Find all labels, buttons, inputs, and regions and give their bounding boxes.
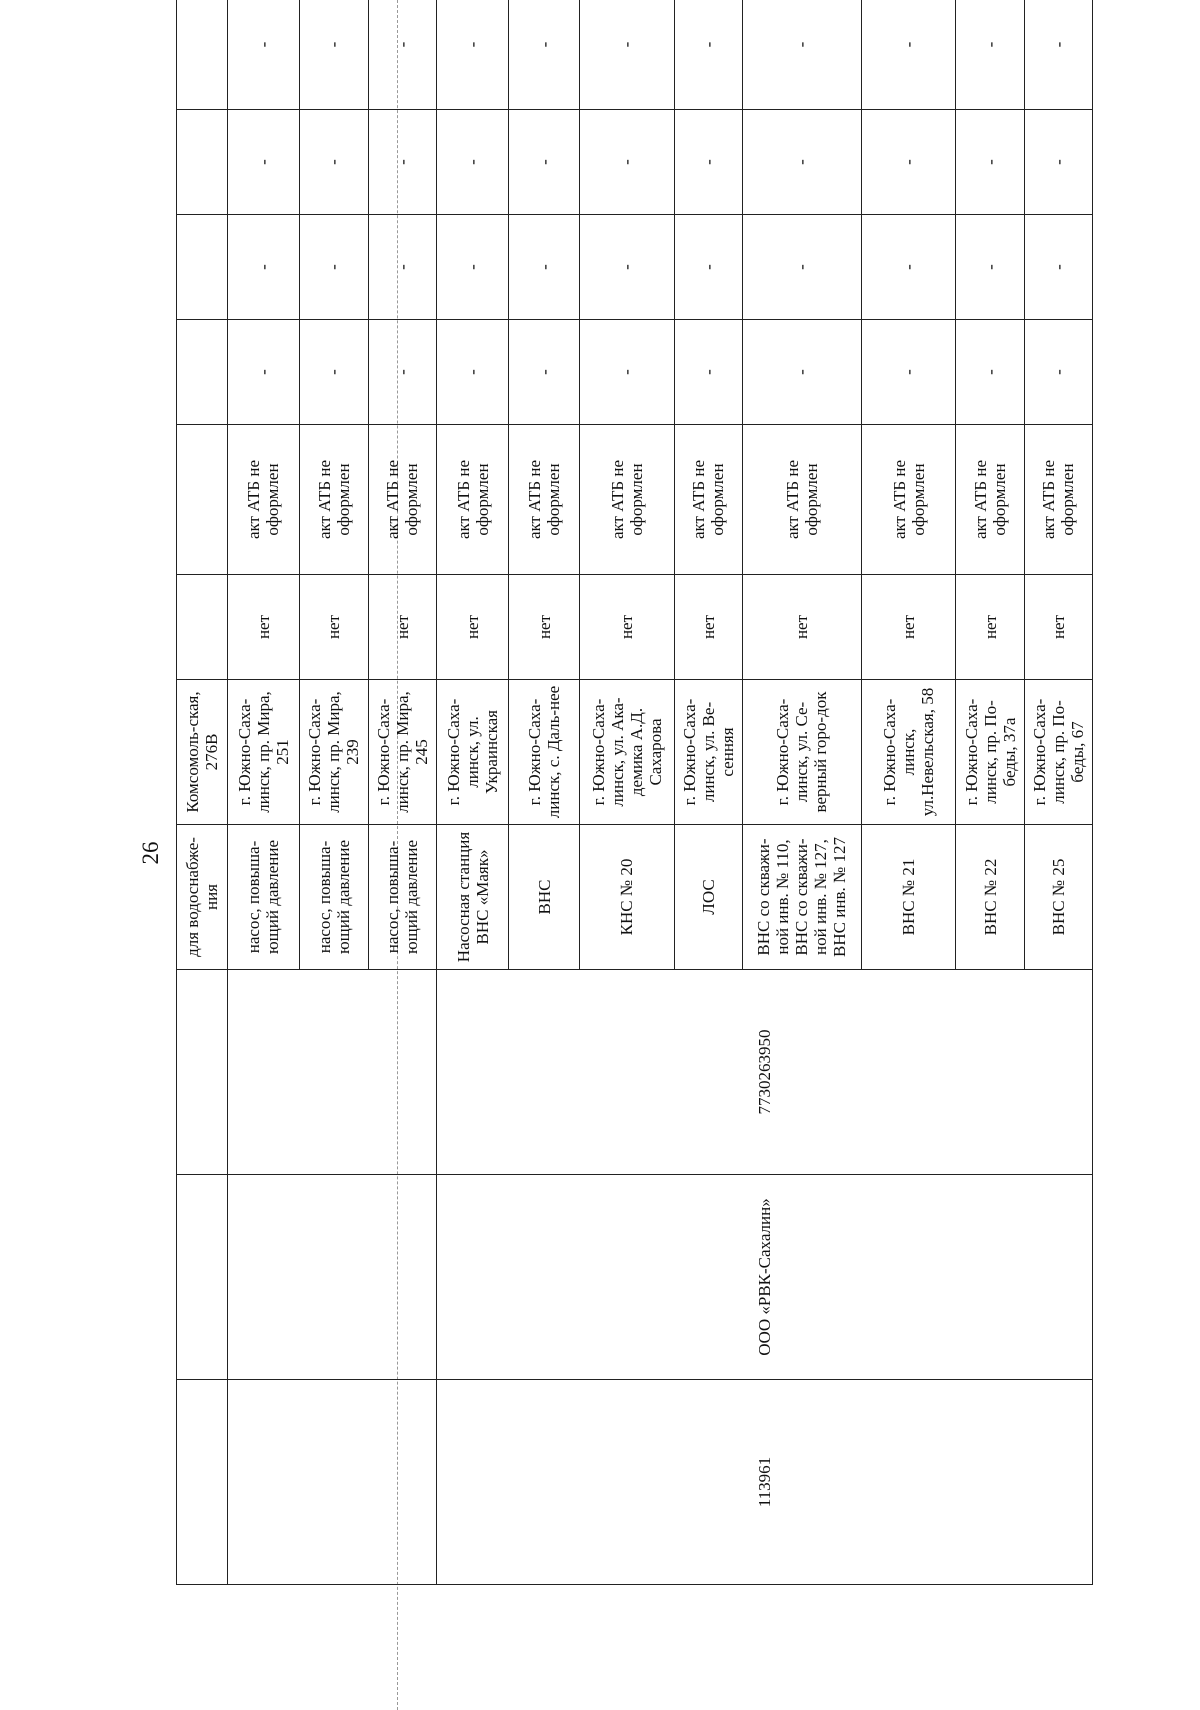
dash-cell: - xyxy=(1024,320,1092,425)
dash-cell: - xyxy=(861,0,956,110)
dash-cell: - xyxy=(579,110,674,215)
dash-cell: - xyxy=(368,110,436,215)
cell xyxy=(177,320,228,425)
dash-cell: - xyxy=(1024,110,1092,215)
object-cell: насос, повыша-ющий давление xyxy=(300,825,368,970)
dash-cell: - xyxy=(368,320,436,425)
security-status-cell: нет xyxy=(861,575,956,680)
dash-cell: - xyxy=(368,215,436,320)
dash-cell: - xyxy=(861,215,956,320)
dash-cell: - xyxy=(579,0,674,110)
dash-cell: - xyxy=(956,0,1024,110)
address-cell: г. Южно-Саха-линск, ул. Украинская xyxy=(436,680,509,825)
dash-cell: - xyxy=(436,110,509,215)
dash-cell: - xyxy=(227,320,300,425)
act-status-cell: акт АТБ не оформлен xyxy=(509,425,579,575)
cell xyxy=(177,575,228,680)
dash-cell: - xyxy=(436,215,509,320)
dash-cell: - xyxy=(509,0,579,110)
act-status-cell: акт АТБ не оформлен xyxy=(368,425,436,575)
table-row xyxy=(227,0,300,1585)
act-status-cell: акт АТБ не оформлен xyxy=(579,425,674,575)
dash-cell: - xyxy=(956,110,1024,215)
address-cell: г. Южно-Саха-линск, пр. По-беды, 67 xyxy=(1024,680,1092,825)
registry-table xyxy=(176,0,1093,1585)
security-status-cell: нет xyxy=(956,575,1024,680)
dash-cell: - xyxy=(300,0,368,110)
security-status-cell: нет xyxy=(742,575,861,680)
page-number: 26 xyxy=(138,841,163,865)
address-cell: г. Южно-Саха-линск, ул. Ве-сенняя xyxy=(674,680,742,825)
registry-id-cell: 113961 xyxy=(436,1380,1092,1585)
address-cell: г. Южно-Саха-линск, пр. По-беды, 37а xyxy=(956,680,1024,825)
object-cell: ВНС № 25 xyxy=(1024,825,1092,970)
object-cell: КНС № 20 xyxy=(579,825,674,970)
dash-cell: - xyxy=(300,110,368,215)
address-cell: г. Южно-Саха-линск, ул. Ака-демика А.Д. Сахарова xyxy=(579,680,674,825)
act-status-cell: акт АТБ не оформлен xyxy=(861,425,956,575)
dash-cell: - xyxy=(509,215,579,320)
organization-name-cell: ООО «РВК-Сахалин» xyxy=(436,1175,1092,1380)
act-status-cell: акт АТБ не оформлен xyxy=(742,425,861,575)
address-cell: г. Южно-Саха-линск, пр. Мира, 245 xyxy=(368,680,436,825)
object-cell: насос, повыша-ющий давление xyxy=(368,825,436,970)
security-status-cell: нет xyxy=(579,575,674,680)
object-cell: для водоснабже-ния xyxy=(177,825,228,970)
id-cell xyxy=(227,1380,436,1585)
dash-cell: - xyxy=(956,215,1024,320)
object-cell: ВНС xyxy=(509,825,579,970)
security-status-cell: нет xyxy=(368,575,436,680)
act-status-cell: акт АТБ не оформлен xyxy=(1024,425,1092,575)
object-cell: ЛОС xyxy=(674,825,742,970)
address-cell: г. Южно-Саха-линск, пр. Мира, 239 xyxy=(300,680,368,825)
org-cell xyxy=(177,1175,228,1380)
table-row-header xyxy=(177,0,228,1585)
id-cell xyxy=(177,1380,228,1585)
dash-cell: - xyxy=(579,215,674,320)
object-cell: насос, повыша-ющий давление xyxy=(227,825,300,970)
org-cell xyxy=(227,1175,436,1380)
address-cell: г. Южно-Саха-линск, ул. Се-верный горо-док xyxy=(742,680,861,825)
cell xyxy=(177,215,228,320)
object-cell: ВНС № 22 xyxy=(956,825,1024,970)
cell xyxy=(177,0,228,110)
address-cell: г. Южно-Саха-линск, с. Даль-нее xyxy=(509,680,579,825)
dash-cell: - xyxy=(742,110,861,215)
dash-cell: - xyxy=(368,0,436,110)
security-status-cell: нет xyxy=(509,575,579,680)
cell xyxy=(177,425,228,575)
act-status-cell: акт АТБ не оформлен xyxy=(300,425,368,575)
dash-cell: - xyxy=(674,0,742,110)
security-status-cell: нет xyxy=(674,575,742,680)
dash-cell: - xyxy=(1024,0,1092,110)
address-cell: г. Южно-Саха-линск, ул.Невельская, 58 xyxy=(861,680,956,825)
security-status-cell: нет xyxy=(1024,575,1092,680)
dash-cell: - xyxy=(674,215,742,320)
registry-table-wrapper xyxy=(176,41,1093,1585)
dash-cell: - xyxy=(579,320,674,425)
table-row xyxy=(436,0,509,1585)
act-status-cell: акт АТБ не оформлен xyxy=(436,425,509,575)
address-cell: Комсомоль-ская, 276В xyxy=(177,680,228,825)
dash-cell: - xyxy=(674,110,742,215)
dash-cell: - xyxy=(956,320,1024,425)
address-cell: г. Южно-Саха-линск, пр. Мира, 251 xyxy=(227,680,300,825)
act-status-cell: акт АТБ не оформлен xyxy=(674,425,742,575)
cell xyxy=(177,110,228,215)
dash-cell: - xyxy=(509,110,579,215)
dash-cell: - xyxy=(227,110,300,215)
dash-cell: - xyxy=(300,320,368,425)
object-cell: ВНС со скважи-ной инв. № 110, ВНС со скважи-ной инв. № 127, ВНС инв. № 127 xyxy=(742,825,861,970)
object-cell: ВНС № 21 xyxy=(861,825,956,970)
dash-cell: - xyxy=(300,215,368,320)
act-status-cell: акт АТБ не оформлен xyxy=(956,425,1024,575)
security-status-cell: нет xyxy=(436,575,509,680)
inn-cell xyxy=(227,970,436,1175)
dash-cell: - xyxy=(509,320,579,425)
dash-cell: - xyxy=(436,0,509,110)
dash-cell: - xyxy=(436,320,509,425)
security-status-cell: нет xyxy=(300,575,368,680)
inn-cell xyxy=(177,970,228,1175)
object-cell: Насосная станция ВНС «Маяк» xyxy=(436,825,509,970)
dash-cell: - xyxy=(227,215,300,320)
dash-cell: - xyxy=(1024,215,1092,320)
dash-cell: - xyxy=(742,320,861,425)
dash-cell: - xyxy=(227,0,300,110)
inn-value-cell: 7730263950 xyxy=(436,970,1092,1175)
security-status-cell: нет xyxy=(227,575,300,680)
dash-cell: - xyxy=(742,215,861,320)
dash-cell: - xyxy=(742,0,861,110)
dash-cell: - xyxy=(674,320,742,425)
act-status-cell: акт АТБ не оформлен xyxy=(227,425,300,575)
dash-cell: - xyxy=(861,110,956,215)
dash-cell: - xyxy=(861,320,956,425)
